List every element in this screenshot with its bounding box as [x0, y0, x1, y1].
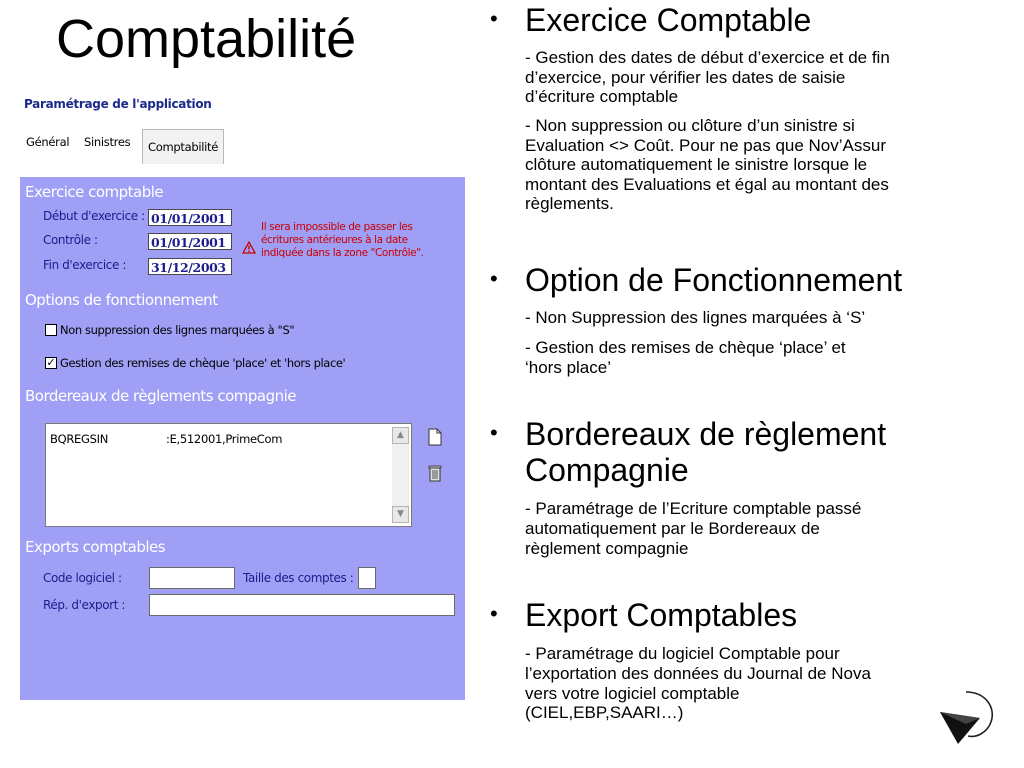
code-logiciel-label: Code logiciel :: [43, 571, 122, 585]
bullet-title-options: Option de Fonctionnement: [525, 262, 903, 298]
gestion-remises-label: Gestion des remises de chèque 'place' et 'hors place': [60, 356, 346, 370]
bullet-line: montant des Evaluations et égal au montant des: [525, 175, 889, 194]
controle-input[interactable]: 01/01/2001: [148, 233, 232, 250]
bullet-line: - Paramétrage du logiciel Comptable pour: [525, 644, 840, 663]
bullet-line: Evaluation <> Coût. Pour ne pas que Nov’Assur: [525, 136, 886, 155]
list-item-code[interactable]: BQREGSIN: [50, 432, 109, 446]
bullet-line: d’écriture comptable: [525, 87, 679, 106]
debut-exercice-input[interactable]: 01/01/2001: [148, 209, 232, 226]
list-scrollbar[interactable]: [392, 427, 409, 523]
scroll-down-button[interactable]: ▼: [392, 506, 409, 523]
fin-exercice-label: Fin d'exercice :: [43, 258, 127, 272]
bullet-line: ‘hors place’: [525, 358, 611, 377]
window-title: Paramétrage de l'application: [24, 97, 212, 111]
bullet-line: - Gestion des dates de début d’exercice et de fin: [525, 48, 890, 67]
bullet-line: - Non suppression ou clôture d’un sinistre si: [525, 116, 855, 135]
controle-label: Contrôle :: [43, 233, 98, 247]
bullet-title-bordereaux: Bordereaux de règlement: [525, 416, 887, 452]
scroll-up-button[interactable]: ▲: [392, 427, 409, 444]
tab-comptabilite[interactable]: Comptabilité: [142, 129, 224, 164]
bullet-marker: •: [490, 420, 498, 445]
section-bordereaux-heading: Bordereaux de règlements compagnie: [25, 387, 297, 405]
fin-exercice-input[interactable]: 31/12/2003: [148, 258, 232, 275]
bullet-line: d’exercice, pour vérifier les dates de saisie: [525, 68, 846, 87]
bullet-title-exercice: Exercice Comptable: [525, 2, 812, 38]
taille-comptes-input[interactable]: [358, 567, 376, 589]
section-exports-heading: Exports comptables: [25, 538, 166, 556]
bullet-title-export: Export Comptables: [525, 597, 798, 633]
gestion-remises-checkbox[interactable]: ✓: [46, 356, 56, 369]
list-item-value[interactable]: :E,512001,PrimeCom: [166, 432, 283, 446]
rep-export-input[interactable]: [149, 594, 455, 616]
trash-icon[interactable]: [427, 463, 443, 483]
warning-message: Il sera impossible de passer les écritures antérieures à la date indiquée dans la zone "Contrôle".: [261, 221, 424, 259]
new-document-icon[interactable]: [428, 428, 442, 446]
tab-bar: [20, 129, 465, 165]
bullet-line: automatiquement par le Bordereaux de: [525, 519, 820, 538]
bullet-line: vers votre logiciel comptable: [525, 684, 740, 703]
rep-export-label: Rép. d'export :: [43, 598, 126, 612]
gestion-remises-option[interactable]: [45, 355, 345, 371]
bullet-line: - Non Suppression des lignes marquées à ‘S’: [525, 308, 866, 327]
warning-icon: [242, 241, 256, 254]
code-logiciel-input[interactable]: [149, 567, 235, 589]
bordereaux-list[interactable]: [45, 423, 412, 527]
settings-window: [20, 93, 465, 700]
non-suppression-label: Non suppression des lignes marquées à "S": [60, 323, 295, 337]
debut-exercice-label: Début d'exercice :: [43, 209, 145, 223]
slide-title: Comptabilité: [56, 9, 357, 69]
bullet-line: règlement compagnie: [525, 539, 689, 558]
taille-comptes-label: Taille des comptes :: [243, 571, 354, 585]
bullet-line: l’exportation des données du Journal de Nova: [525, 664, 871, 683]
bullet-title-bordereaux-2: Compagnie: [525, 452, 689, 488]
non-suppression-option[interactable]: [45, 322, 294, 338]
section-options-heading: Options de fonctionnement: [25, 291, 218, 309]
window-header: [20, 93, 465, 177]
bullet-line: - Gestion des remises de chèque ‘place’ et: [525, 338, 846, 357]
bullet-line: (CIEL,EBP,SAARI…): [525, 703, 684, 722]
non-suppression-checkbox[interactable]: [45, 324, 57, 336]
next-slide-arrow-icon[interactable]: [936, 688, 998, 750]
bullet-marker: •: [490, 601, 498, 626]
bullet-marker: •: [490, 6, 498, 31]
bullet-line: - Paramétrage de l’Ecriture comptable passé: [525, 499, 862, 518]
tab-sinistres[interactable]: Sinistres: [84, 135, 131, 149]
bullet-line: règlements.: [525, 194, 614, 213]
bullet-line: clôture automatiquement le sinistre lorsque le: [525, 155, 868, 174]
bullet-marker: •: [490, 266, 498, 291]
section-exercice-heading: Exercice comptable: [25, 183, 164, 201]
tab-general[interactable]: Général: [26, 135, 70, 149]
